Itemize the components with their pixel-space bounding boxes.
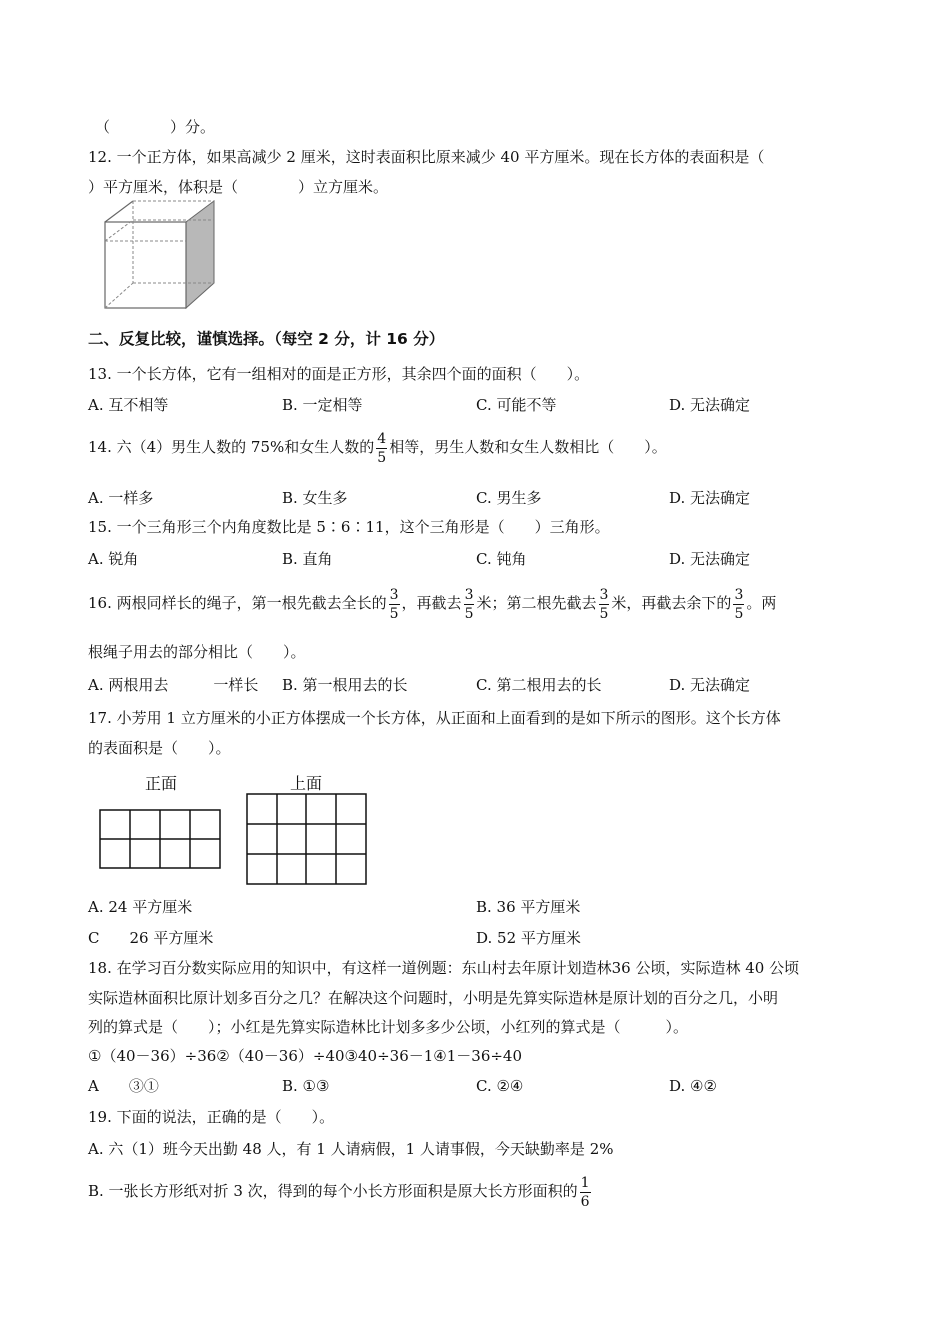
q14-option-b[interactable]: B. 女生多 — [282, 489, 348, 507]
q13-option-b[interactable]: B. 一定相等 — [282, 396, 363, 414]
q16-frac3-den: 5 — [599, 605, 609, 622]
q19-frac-num: 1 — [580, 1174, 590, 1191]
q16-fraction-2 — [464, 588, 475, 621]
q18-option-b[interactable]: B. ①③ — [282, 1077, 330, 1095]
q19-option-a[interactable]: A. 六（1）班今天出勤 48 人，有 1 人请病假，1 人请事假，今天缺勤率是 2% — [88, 1140, 614, 1158]
q18-option-a[interactable]: A ③① — [88, 1077, 159, 1095]
q16-part5: 。两 — [746, 594, 777, 612]
q16-frac3-num: 3 — [599, 586, 609, 603]
q16-fraction-4 — [733, 588, 744, 621]
front-view-grid — [99, 809, 223, 871]
q14-frac-num: 4 — [377, 430, 387, 447]
q16-part1: 16. 两根同样长的绳子，第一根先截去全长的 — [88, 594, 387, 612]
q17-option-c[interactable]: C 26 平方厘米 — [88, 929, 214, 947]
q18-line3: 列的算式是（ ）；小红是先算实际造林比计划多多少公顷，小红列的算式是（ ）。 — [88, 1018, 689, 1036]
q16-frac4-num: 3 — [734, 586, 744, 603]
q18-line2: 实际造林面积比原计划多百分之几？在解决这个问题时，小明是先算实际造林是原计划的百分之几，小明 — [88, 989, 779, 1007]
q14-stem-a: 14. 六（4）男生人数的 75%和女生人数的 — [88, 438, 375, 456]
q19-stem: 19. 下面的说法，正确的是（ ）。 — [88, 1108, 335, 1126]
q16-stem-line1 — [88, 582, 776, 624]
q13-option-c[interactable]: C. 可能不等 — [476, 396, 557, 414]
q19-frac-den: 6 — [580, 1193, 590, 1210]
q15-stem: 15. 一个三角形三个内角度数比是 5∶6∶11，这个三角形是（ ）三角形。 — [88, 518, 610, 536]
q15-option-c[interactable]: C. 钝角 — [476, 550, 527, 568]
q13-option-d[interactable]: D. 无法确定 — [669, 396, 751, 414]
q16-part4: 米，再截去余下的 — [611, 594, 732, 612]
q14-stem — [88, 426, 667, 468]
q16-frac2-num: 3 — [464, 586, 474, 603]
top-view-label: 上面 — [290, 774, 323, 793]
q16-fraction-1 — [389, 588, 400, 621]
q11-tail: （ ）分。 — [95, 118, 216, 136]
q14-option-c[interactable]: C. 男生多 — [476, 489, 542, 507]
q19-option-b[interactable] — [88, 1170, 593, 1212]
q16-option-a[interactable]: A. 两根用去 一样长 — [88, 676, 259, 694]
q16-part3: 米；第二根先截去 — [476, 594, 597, 612]
q18-formulas: ①（40－36）÷36②（40－36）÷40③40÷36－1④1－36÷40 — [88, 1047, 523, 1065]
q16-option-b[interactable]: B. 第一根用去的长 — [282, 676, 408, 694]
q18-line1: 18. 在学习百分数实际应用的知识中，有这样一道例题：东山村去年原计划造林36 公顷，实际造林 40 公顷 — [88, 959, 800, 977]
q17-option-a[interactable]: A. 24 平方厘米 — [88, 898, 193, 916]
q19-option-b-text: B. 一张长方形纸对折 3 次，得到的每个小长方形面积是原大长方形面积的 — [88, 1182, 578, 1200]
q15-option-a[interactable]: A. 锐角 — [88, 550, 139, 568]
q14-fraction — [376, 432, 387, 465]
q13-option-a[interactable]: A. 互不相等 — [88, 396, 169, 414]
q17-option-d[interactable]: D. 52 平方厘米 — [476, 929, 581, 947]
q15-option-b[interactable]: B. 直角 — [282, 550, 333, 568]
q14-stem-b: 相等，男生人数和女生人数相比（ ）。 — [389, 438, 667, 456]
q18-option-c[interactable]: C. ②④ — [476, 1077, 524, 1095]
q16-part2: ，再截去 — [401, 594, 462, 612]
cuboid-figure — [100, 198, 218, 314]
q14-option-d[interactable]: D. 无法确定 — [669, 489, 751, 507]
q17-option-b[interactable]: B. 36 平方厘米 — [476, 898, 581, 916]
q16-option-d[interactable]: D. 无法确定 — [669, 676, 751, 694]
q18-option-d[interactable]: D. ④② — [669, 1077, 717, 1095]
q14-option-a[interactable]: A. 一样多 — [88, 489, 154, 507]
q19-fraction — [580, 1176, 591, 1209]
q14-frac-den: 5 — [377, 449, 387, 466]
front-view-label: 正面 — [145, 774, 178, 793]
top-view-grid — [246, 793, 369, 886]
q13-stem: 13. 一个长方体，它有一组相对的面是正方形，其余四个面的面积（ ）。 — [88, 365, 590, 383]
q17-line2: 的表面积是（ ）。 — [88, 739, 231, 757]
q16-option-c[interactable]: C. 第二根用去的长 — [476, 676, 602, 694]
q16-fraction-3 — [599, 588, 610, 621]
q15-option-d[interactable]: D. 无法确定 — [669, 550, 751, 568]
q16-frac1-num: 3 — [389, 586, 399, 603]
q12-line1: 12. 一个正方体，如果高减少 2 厘米，这时表面积比原来减少 40 平方厘米。现在长方体的表面积是（ — [88, 148, 765, 166]
q17-line1: 17. 小芳用 1 立方厘米的小正方体摆成一个长方体，从正面和上面看到的是如下所示的图形。这个长方体 — [88, 709, 781, 727]
q16-frac2-den: 5 — [464, 605, 474, 622]
q16-frac1-den: 5 — [389, 605, 399, 622]
q12-line2: ）平方厘米，体积是（ ）立方厘米。 — [88, 178, 389, 196]
q16-stem-line2: 根绳子用去的部分相比（ ）。 — [88, 643, 306, 661]
q16-frac4-den: 5 — [734, 605, 744, 622]
section-heading: 二、反复比较，谨慎选择。（每空 2 分，计 16 分） — [88, 330, 445, 348]
